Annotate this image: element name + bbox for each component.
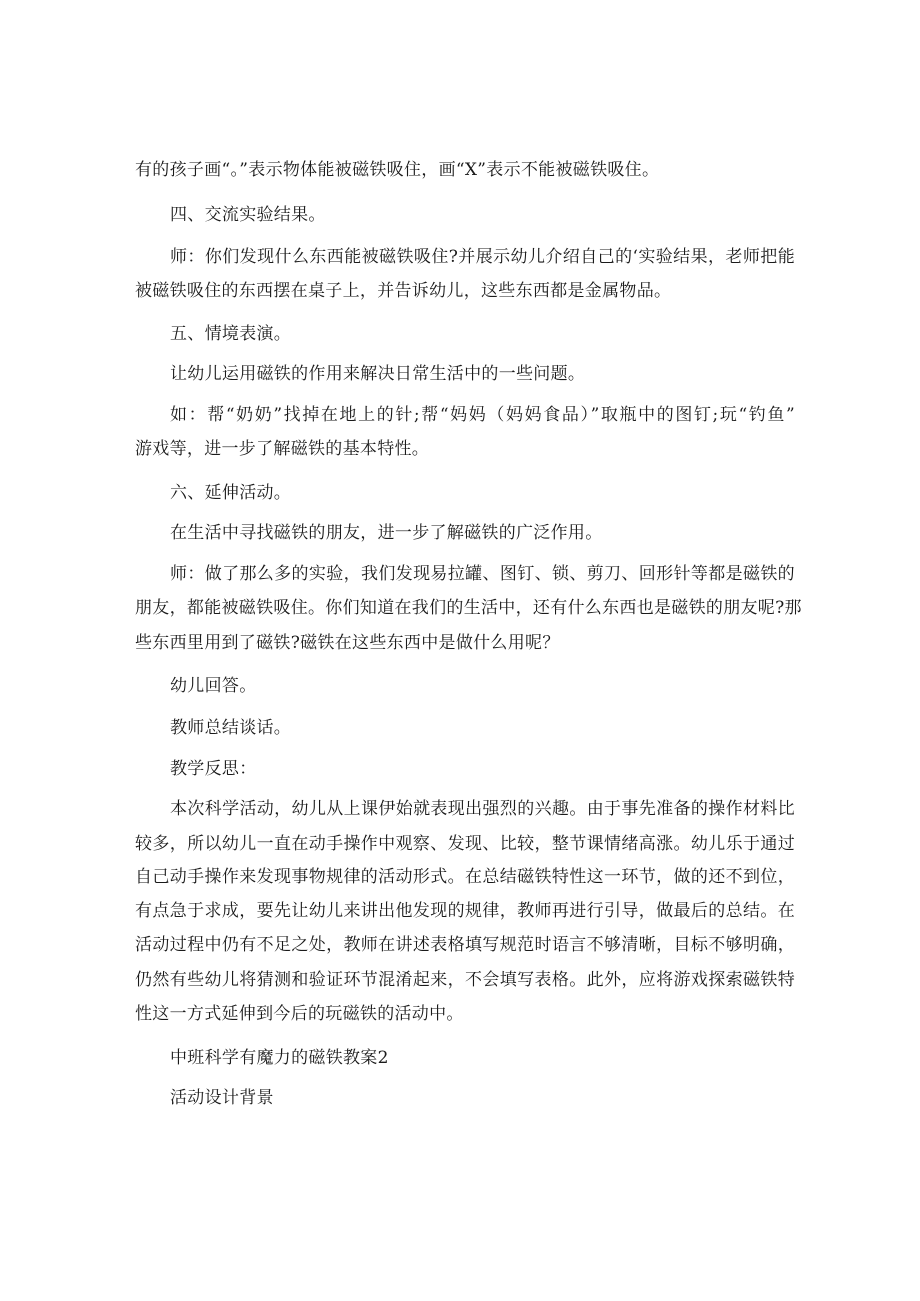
paragraph-line: 有点急于求成，要先让幼儿来讲出他发现的规律，教师再进行引导，做最后的总结。在 xyxy=(135,901,795,921)
paragraph-line: 性这一方式延伸到今后的玩磁铁的活动中。 xyxy=(135,1004,464,1024)
paragraph-line: 在生活中寻找磁铁的朋友，进一步了解磁铁的广泛作用。 xyxy=(170,523,603,543)
paragraph-line: 教师总结谈话。 xyxy=(170,718,292,738)
paragraph-line: 幼儿回答。 xyxy=(170,676,257,696)
paragraph-line: 师：你们发现什么东西能被磁铁吸住?并展示幼儿介绍自己的‘实验结果，老师把能 xyxy=(170,247,795,267)
paragraph-line: 些东西里用到了磁铁?磁铁在这些东西中是做什么用呢？ xyxy=(135,633,560,653)
paragraph-line: 较多，所以幼儿一直在动手操作中观察、发现、比较，整节课情绪高涨。幼儿乐于通过 xyxy=(135,834,795,854)
paragraph-line: 如：帮“奶奶”找掉在地上的针;帮“妈妈（妈妈食品）”取瓶中的图钉;玩“钓鱼” xyxy=(170,405,795,425)
section-title: 中班科学有魔力的磁铁教案2 xyxy=(170,1048,389,1068)
section-heading: 五、情境表演。 xyxy=(170,324,292,344)
paragraph-line: 自己动手操作来发现事物规律的活动形式。在总结磁铁特性这一环节，做的还不到位， xyxy=(135,867,795,887)
paragraph-line: 朋友，都能被磁铁吸住。你们知道在我们的生活中，还有什么东西也是磁铁的朋友呢?那 xyxy=(135,598,802,618)
paragraph-line: 有的孩子画“。”表示物体能被磁铁吸住，画“X”表示不能被磁铁吸住。 xyxy=(135,160,660,180)
paragraph-line: 活动过程中仍有不足之处，教师在讲述表格填写规范时语言不够清晰，目标不够明确， xyxy=(135,935,795,955)
paragraph-line: 本次科学活动，幼儿从上课伊始就表现出强烈的兴趣。由于事先准备的操作材料比 xyxy=(170,799,795,819)
section-heading: 活动设计背景 xyxy=(170,1088,274,1108)
paragraph-line: 师：做了那么多的实验，我们发现易拉罐、图钉、锁、剪刀、回形针等都是磁铁的 xyxy=(170,564,795,584)
section-heading: 四、交流实验结果。 xyxy=(170,205,326,225)
paragraph-line: 被磁铁吸住的东西摆在桌子上，并告诉幼儿，这些东西都是金属物品。 xyxy=(135,281,672,301)
paragraph-line: 让幼儿运用磁铁的作用来解决日常生活中的一些问题。 xyxy=(170,364,586,384)
paragraph-line: 仍然有些幼儿将猜测和验证环节混淆起来，不会填写表格。此外，应将游戏探索磁铁特 xyxy=(135,970,795,990)
paragraph-line: 游戏等，进一步了解磁铁的基本特性。 xyxy=(135,439,430,459)
section-heading: 六、延伸活动。 xyxy=(170,483,292,503)
section-heading: 教学反思： xyxy=(170,759,257,779)
